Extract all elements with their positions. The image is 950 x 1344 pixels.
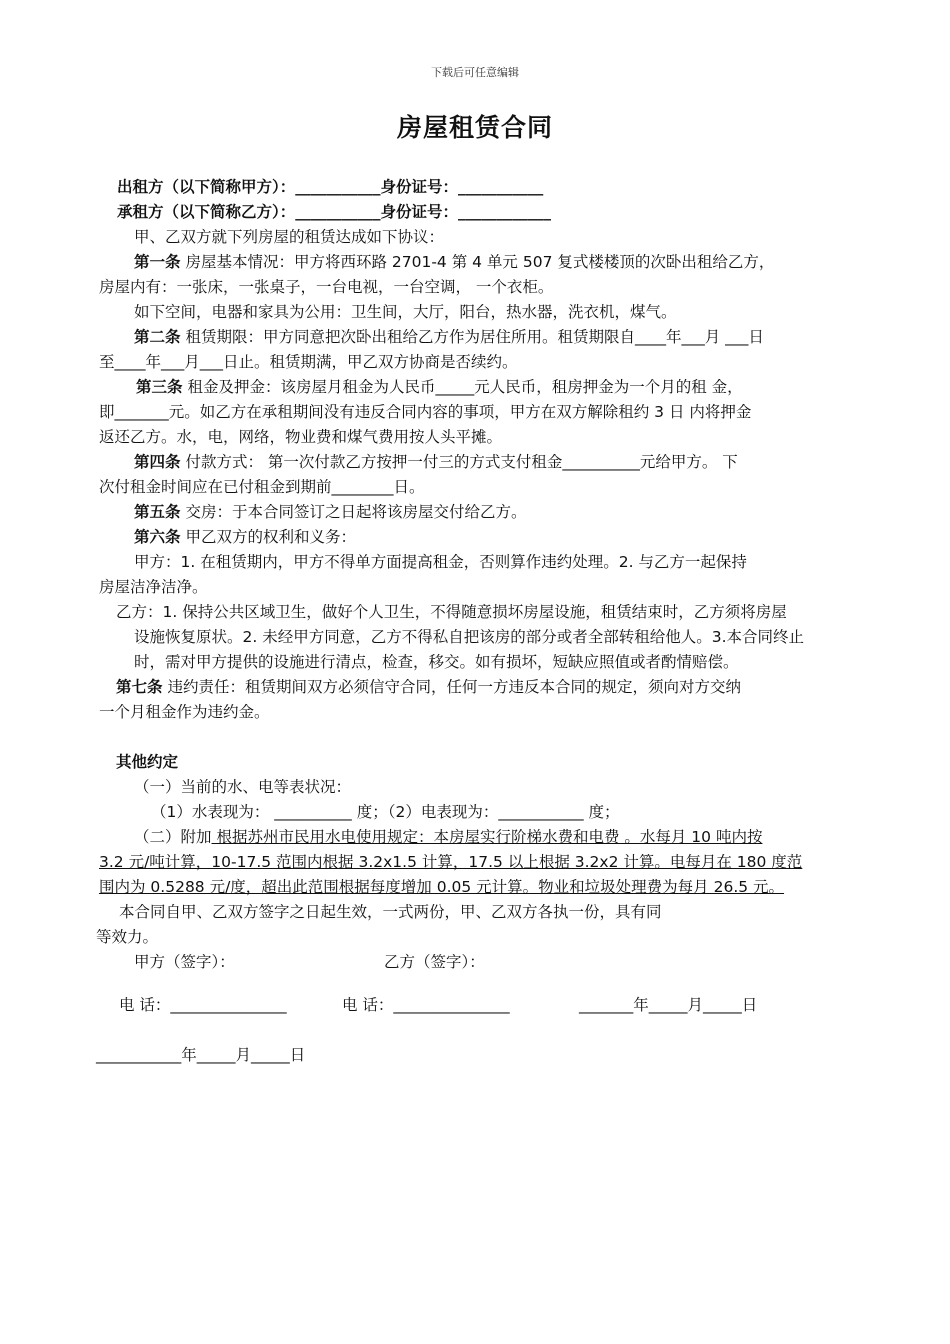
- article-6-heading: 第六条: [134, 528, 181, 546]
- article-7-line-1: [116, 676, 741, 698]
- effect-line-2: 等效力。: [96, 928, 159, 946]
- party-a-duty-line-2: 房屋洁净洁净。: [99, 578, 208, 596]
- article-6-line-1: [134, 526, 356, 548]
- additional-clause-text: 根据苏州市民用水电使用规定：本房屋实行阶梯水费和电费 。水每月 10 吨内按: [211, 828, 763, 846]
- party-a-duty-line-1: 甲方：1. 在租赁期内，甲方不得单方面提高租金，否则算作违约处理。2. 与乙方一起保持: [134, 553, 747, 571]
- article-7-line-2: 一个月租金作为违约金。: [99, 703, 270, 721]
- article-5-text: 交房：于本合同签订之日起将该房屋交付给乙方。: [180, 503, 527, 521]
- lessee-line: 承租方（以下简称乙方）：___________身份证号：____________: [117, 203, 552, 221]
- article-5-line-1: [134, 501, 526, 523]
- article-6-text: 甲乙双方的权利和义务：: [180, 528, 356, 546]
- additional-clause-line-1: [134, 826, 762, 848]
- article-5-heading: 第五条: [134, 503, 181, 521]
- additional-clause-line-2: 3.2 元/吨计算，10-17.5 范围内根据 3.2x1.5 计算，17.5 以上根据 3.2x2 计算。电每月在 180 度范: [99, 853, 803, 871]
- party-b-duty-line-3: 时，需对甲方提供的设施进行清点，检查，移交。如有损坏，短缺应照值或者酌情赔偿。: [134, 653, 739, 671]
- effect-line-1: 本合同自甲、乙双方签字之日起生效，一式两份，甲、乙双方各执一份，具有同: [119, 903, 662, 921]
- article-7-text: 违约责任：租赁期间双方必须信守合同，任何一方违反本合同的规定，须向对方交纳: [162, 678, 741, 696]
- article-3-line-1: [136, 376, 743, 398]
- party-a-phone: 电 话：_______________: [119, 996, 287, 1014]
- article-4-line-2: 次付租金时间应在已付租金到期前________日。: [99, 478, 425, 496]
- article-1-heading: 第一条: [134, 253, 181, 271]
- article-2-line-2: 至____年___月___日止。租赁期满，甲乙双方协商是否续约。: [99, 353, 518, 371]
- additional-clause-line-3: 围内为 0.5288 元/度，超出此范围根据每度增加 0.05 元计算。物业和垃圾处理费为每月 26.5 元。: [99, 878, 785, 896]
- article-4-line-1: [134, 451, 738, 473]
- article-3-heading: 第三条: [136, 378, 183, 396]
- article-1-line-3: 如下空间，电器和家具为公用：卫生间，大厅，阳台，热水器，洗衣机，煤气。: [134, 303, 677, 321]
- article-4-heading: 第四条: [134, 453, 181, 471]
- lessor-line: 出租方（以下简称甲方）：___________身份证号：___________: [117, 178, 544, 196]
- article-3-line-2: 即_______元。如乙方在承租期间没有违反合同内容的事项，甲方在双方解除租约 3 日 内将押金: [99, 403, 752, 421]
- party-b-duty-line-2: 设施恢复原状。2. 未经甲方同意，乙方不得私自把该房的部分或者全部转租给他人。3.本合同终止: [134, 628, 805, 646]
- article-7-heading: 第七条: [116, 678, 163, 696]
- article-1-line-2: 房屋内有：一张床，一张桌子，一台电视，一台空调， 一个衣柜。: [99, 278, 554, 296]
- article-2-text: 租赁期限：甲方同意把次卧出租给乙方作为居住所用。租赁期限自____年___月 ___日: [180, 328, 764, 346]
- party-b-duty-line-1: 乙方：1. 保持公共区域卫生，做好个人卫生，不得随意损坏房屋设施，租赁结束时，乙方须将房屋: [116, 603, 787, 621]
- article-1-text: 房屋基本情况：甲方将西环路 2701-4 第 4 单元 507 复式楼楼顶的次卧出租给乙方，: [180, 253, 775, 271]
- additional-clause-prefix: （二）附加: [134, 828, 212, 846]
- party-a-signature-label: 甲方（签字）：: [134, 953, 235, 971]
- party-b-phone: 电 话：_______________: [342, 996, 510, 1014]
- page-header: 下载后可任意编辑: [431, 66, 519, 79]
- article-4-text: 付款方式： 第一次付款乙方按押一付三的方式支付租金__________元给甲方。 下: [180, 453, 738, 471]
- party-b-signature-label: 乙方（签字）：: [384, 953, 485, 971]
- article-2-heading: 第二条: [134, 328, 181, 346]
- intro-text: 甲、乙双方就下列房屋的租赁达成如下协议：: [134, 228, 445, 246]
- meter-readings-line: （1）水表现为： __________ 度；（2）电表现为：___________ 度；: [151, 803, 620, 821]
- party-b-date: _______年_____月_____日: [579, 996, 758, 1014]
- article-3-text: 租金及押金：该房屋月租金为人民币_____元人民币，租房押金为一个月的租 金，: [182, 378, 743, 396]
- party-a-date: ___________年_____月_____日: [96, 1046, 306, 1064]
- article-1-line-1: [134, 251, 774, 273]
- document-title: 房屋租赁合同: [396, 113, 553, 142]
- article-2-line-1: [134, 326, 764, 348]
- other-agreements-heading: 其他约定: [116, 753, 179, 771]
- article-3-line-3: 返还乙方。水，电，网络，物业费和煤气费用按人头平摊。: [99, 428, 503, 446]
- meter-status-line: （一）当前的水、电等表状况：: [134, 778, 352, 796]
